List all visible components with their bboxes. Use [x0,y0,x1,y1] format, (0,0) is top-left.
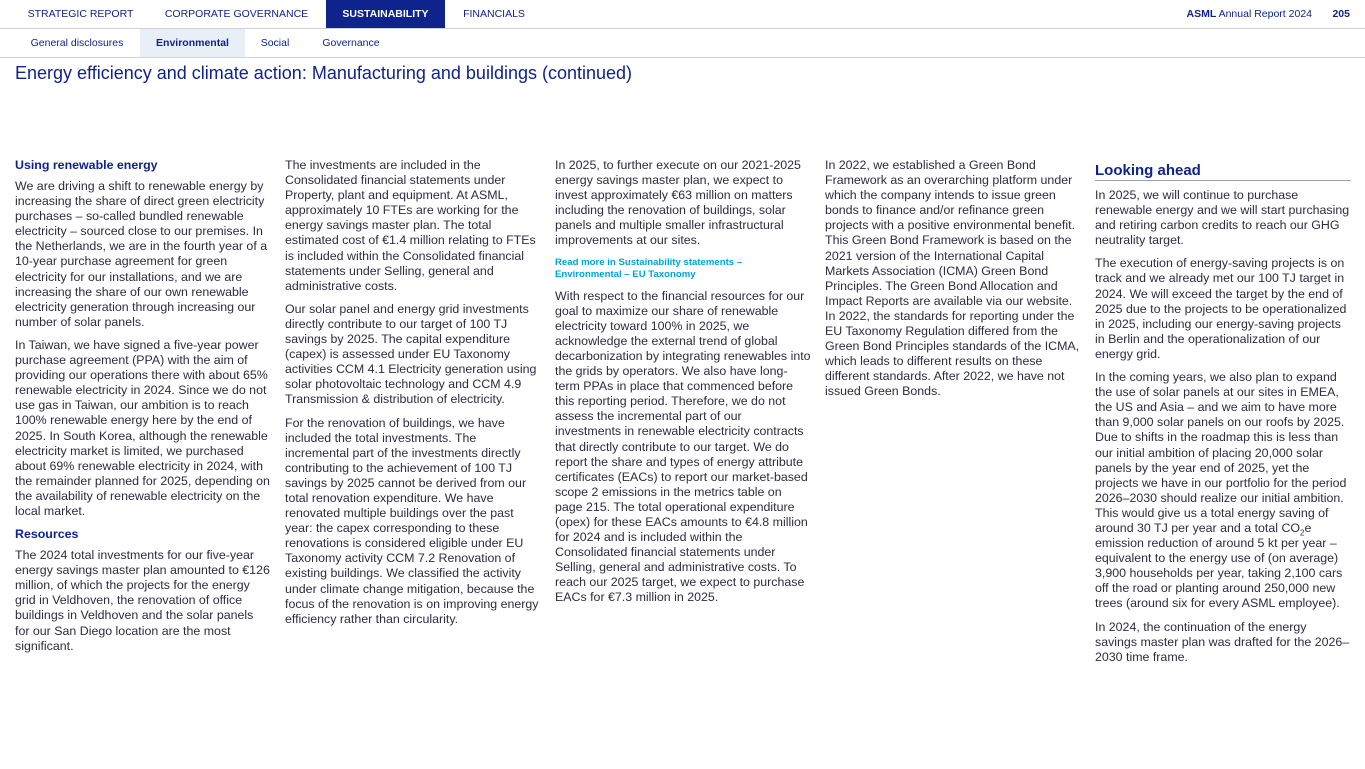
paragraph: The 2024 total investments for our five-year energy savings master plan amounted to €126 million, of which the projects for the energy grid in Veldhoven, the renovation of office buildings in Veldhoven and the solar panels for our San Diego location are the most significant. [15,548,270,653]
column-2 [285,158,541,635]
paragraph: We are driving a shift to renewable energy by increasing the share of direct green electricity purchases – so-called bundled renewable electricity – sourced close to our premises. In the Netherlands, we are in the fourth year of a 10-year purchase agreement for green electricity for our installations, and we are increasing the share of our own renewable electricity generation through increasing our number of solar panels. [15,179,268,329]
page-number: 205 [1332,8,1350,20]
brand-name: ASML [1186,8,1217,20]
sub-navigation [0,29,1365,58]
tab-corporate-governance[interactable]: CORPORATE GOVERNANCE [164,8,309,20]
subscript: 2 [1300,528,1305,538]
column-5 [1095,158,1351,673]
paragraph: In 2022, we established a Green Bond Framework as an overarching platform under which the company intends to issue green bonds to finance and/or refinance green projects with a positive environmental benefit. This Green Bond Framework is based on the 2021 version of the International Capital Markets Association (ICMA) Green Bond Principles. The Green Bond Allocation and Impact Reports are available via our website. In 2022, the standards for reporting under the EU Taxonomy Regulation differed from the Green Bond Principles standards of the ICMA, which leads to different results on these different standards. After 2022, we have not issued Green Bonds. [825,158,1080,399]
report-name: Annual Report 2024 [1218,8,1312,20]
subtab-general-disclosures[interactable]: General disclosures [30,37,124,49]
paragraph: In Taiwan, we have signed a five-year power purchase agreement (PPA) with the aim of providing our operations there with about 65% renewable electricity in 2024. Since we do not use gas in Taiwan, our ambition is to reach 100% renewable energy here by the end of 2025. In South Korea, although the renewable electricity market is limited, we purchased about 69% renewable electricity in 2024, with the remainder planned for 2025, depending on the availability of renewable electricity on the local market. [15,337,270,518]
subtab-governance[interactable]: Governance [322,37,380,49]
paragraph [1095,370,1351,612]
paragraph: The execution of energy-saving projects is on track and we already met our 100 TJ target in 2024. We will exceed the target by the end of 2025 due to the projects to be operationalized in 2025, including our energy-saving projects in Berlin and the operationalization of our energy grid. [1095,256,1347,361]
heading-resources: Resources [15,527,79,542]
paragraph: Our solar panel and energy grid investments directly contribute to our target of 100 TJ savings by 2025. The capital expenditure (capex) is assessed under EU Taxonomy activities CCM 4.1 Electricity generation using solar photovoltaic technology and CCM 4.9 Transmission & distribution of electricity. [285,301,537,407]
column-4 [825,158,1081,408]
tab-financials[interactable]: FINANCIALS [463,8,525,20]
subtab-social[interactable]: Social [260,37,290,49]
heading-using-renewable-energy: Using renewable energy [15,158,158,172]
heading-looking-ahead: Looking ahead [1095,162,1351,181]
eu-taxonomy-link[interactable]: Read more in Sustainability statements – Environmental – EU Taxonomy [555,256,743,280]
paragraph: In 2024, the continuation of the energy savings master plan was drafted for the 2026–2030 time frame. [1095,619,1350,664]
paragraph: In 2025, we will continue to purchase renewable energy and we will start purchasing and retiring carbon credits to reach our GHG neutrality target. [1095,188,1350,248]
text-fragment: In the coming years, we also plan to expand the use of solar panels at our sites in EMEA, the US and Asia – and we aim to have more than 9,000 solar panels on our roofs by 2025. Due to shifts in the roadmap this is less than our initial ambition of placing 20,000 solar panels by the year end of 2025, yet the projects we have in our portfolio for the period 2026–2030 should realize our initial ambition. This would give us a total energy saving of around 30 TJ per year and a total CO [1095,370,1347,535]
tab-sustainability[interactable]: SUSTAINABILITY [326,0,445,28]
text-fragment: e emission reduction of around 5 kt per year – equivalent to the energy use of (on average) 3,900 households per year, taking 2,100 cars off the road or planting around 250,000 new trees (around six for every ASML employee). [1095,520,1343,611]
column-1 [15,158,271,662]
report-title [1187,0,1313,29]
tab-strategic-report[interactable]: STRATEGIC REPORT [27,8,134,20]
column-3 [555,158,811,614]
top-navigation [0,0,1365,29]
paragraph: For the renovation of buildings, we have included the total investments. The incremental part of the investments directly contributing to the achievement of 100 TJ savings by 2025 cannot be derived from our total renovation expenditure. We have renovated multiple buildings over the past year: the capex corresponding to these renovations is considered eligible under EU Taxonomy activity CCM 7.2 Renovation of existing buildings. We classified the activity under climate change mitigation, because the focus of the renovation is on improving energy efficiency rather than circularity. [285,415,539,626]
page-title: Energy efficiency and climate action: Manufacturing and buildings (continued) [15,63,633,83]
paragraph: In 2025, to further execute on our 2021-2025 energy savings master plan, we expect to invest approximately €63 million on matters including the renovation of buildings, solar panels and multiple smaller infrastructural improvements at our sites. [555,158,801,248]
paragraph: With respect to the financial resources for our goal to maximize our share of renewable electricity toward 100% in 2025, we acknowledge the external trend of global decarbonization by integrating renewables into the grids by operators. We also have long-term PPAs in place that commenced before this reporting period. Therefore, we do not assess the incremental part of our investments in renewable electricity contracts that directly contribute to our target. We do report the share and types of energy attribute certificates (EACs) to report our market-based scope 2 emissions in the metrics table on page 215. The total operational expenditure (opex) for these EACs amounts to €4.8 million for 2024 and is included within the Consolidated financial statements under Selling, general and administrative costs. To reach our 2025 target, we expect to purchase EACs for €7.3 million in 2025. [555,288,811,605]
subtab-environmental[interactable]: Environmental [140,29,245,57]
paragraph: The investments are included in the Consolidated financial statements under Property, plant and equipment. At ASML, approximately 10 FTEs are working for the energy savings master plan. The total estimated cost of €1.4 million relating to FTEs is included within the Consolidated financial statements under Selling, general and administrative costs. [285,158,536,293]
